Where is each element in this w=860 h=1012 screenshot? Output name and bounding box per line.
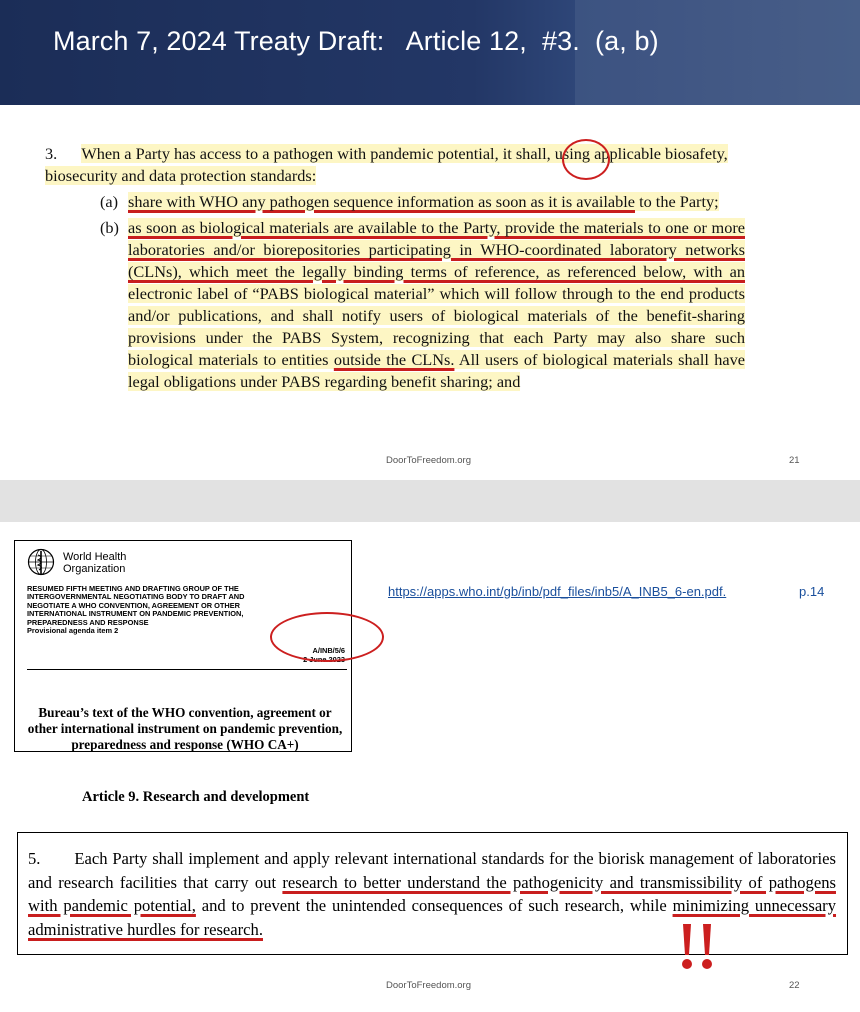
- item-b: (b) as soon as biological materials are available to the Party, provide the materials to one or more laboratories and/or biorepositories participating in WHO-coordinated laboratory networks (CLNs), which meet the legally binding terms of reference, as referenced below, with an electronic label of “PABS biological material” which will follow through to the end products and/or publications, and shall notify users of biological materials of the benefit-sharing provisions under the PABS System, recognizing that each Party may also share such biological materials to entities outside the CLNs. All users of biological materials shall have legal obligations under PABS regarding benefit sharing; and: [100, 218, 746, 391]
- item-a: (a) share with WHO any pathogen sequence information as soon as it is available to the Party;: [100, 192, 719, 211]
- paragraph-number: 3.: [45, 144, 58, 163]
- item-b-underlined-1: as soon as biological materials are available to the Party, provide the materials to one or more laboratories and/or biorepositories participating in WHO-coordinated laboratory networks (CLNs), which meet the legally binding terms of reference, as referenced below, with an: [128, 218, 745, 281]
- slide-22: [0, 522, 860, 1012]
- slide-title: March 7, 2024 Treaty Draft: Article 12, #3. (a, b): [53, 26, 659, 56]
- paragraph-3-text: When a Party has access to a pathogen with pandemic potential, it shall, using applicable biosafety, biosecurity and data protection standards:: [45, 144, 728, 185]
- underlined-hurdles: minimizing unnecessary administrative hurdles for research.: [28, 896, 837, 939]
- item-a-underlined: share with WHO any pathogen sequence information as soon as it is available: [128, 192, 635, 211]
- who-emblem-icon: [27, 548, 55, 576]
- treaty-excerpt: [45, 143, 745, 393]
- agenda-item: Provisional agenda item 2: [27, 626, 119, 636]
- article-9-paragraph-5: 5. Each Party shall implement and apply relevant international standards for the biorisk management of laboratories and research facilities that carry out research to better understand the pathogenicity and transmissibility of pathogens with pandemic potential, and to prevent the unintended consequences of such research, while minimizing unnecessary administrative hurdles for research.: [28, 849, 837, 939]
- who-name: World Health Organization: [63, 551, 127, 575]
- paragraph-3: [45, 143, 745, 187]
- header-rule: [27, 669, 347, 670]
- bureau-text-title: Bureau’s text of the WHO convention, agreement or other international instrument on pandemic prevention, preparedness and response (WHO CA+): [27, 705, 343, 752]
- title-banner: [0, 0, 860, 105]
- page-number: 21: [789, 455, 800, 466]
- meeting-title: RESUMED FIFTH MEETING AND DRAFTING GROUP OF THE INTERGOVERNMENTAL NEGOTIATING BODY TO DRAFT AND NEGOTIATE A WHO CONVENTION, AGREEMENT OR OTHER INTERNATIONAL INSTRUMENT ON PANDEMIC PREVENTION, PREPAREDNESS AND RESPONSE Provisional agenda item 2: [27, 585, 257, 635]
- footer-source: DoorToFreedom.org: [386, 455, 472, 466]
- item-a-label: (a): [100, 192, 119, 211]
- slide-21: [0, 0, 860, 480]
- date-circle-annotation: [270, 612, 384, 662]
- exclamation-icon: [676, 922, 726, 972]
- article-9-title: Article 9. Research and development: [82, 789, 310, 805]
- underlined-research: research to better understand the pathogenicity and transmissibility of pathogens with pandemic potential,: [28, 872, 836, 915]
- shall-circle-annotation: [562, 139, 610, 180]
- document-number: A/INB/5/6 2 June 2023: [265, 646, 345, 664]
- item-b-underlined-2: outside the CLNs.: [333, 350, 455, 369]
- page-number: 22: [789, 980, 800, 991]
- document-date: 2 June 2023: [303, 655, 345, 664]
- shall-word: shall: [515, 144, 547, 163]
- source-link[interactable]: https://apps.who.int/gb/inb/pdf_files/inb5/A_INB5_6-en.pdf.: [388, 584, 727, 599]
- slide-gap: [0, 480, 860, 522]
- source-page: p.14: [799, 584, 825, 599]
- footer-source: DoorToFreedom.org: [386, 980, 472, 991]
- item-b-label: (b): [100, 218, 119, 237]
